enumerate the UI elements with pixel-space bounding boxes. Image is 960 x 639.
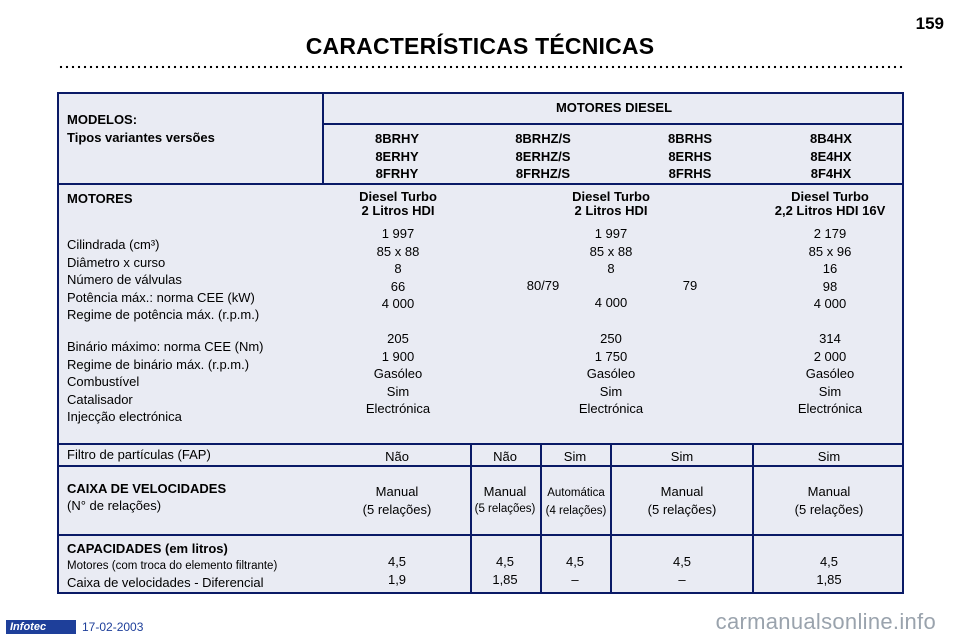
footer-date: 17-02-2003 xyxy=(82,620,144,634)
motor-col3-values-b: 314 2 000 Gasóleo Sim Electrónica xyxy=(797,331,863,416)
motor-col2-power-right: 79 xyxy=(682,278,698,293)
motor-col3-values-a: 2 179 85 x 96 16 98 4 000 xyxy=(808,226,852,311)
variants-label: Tipos variantes versões xyxy=(67,130,215,145)
engines-group-header: MOTORES DIESEL xyxy=(555,100,673,115)
fap-divider-3 xyxy=(610,443,612,594)
page-number: 159 xyxy=(915,14,944,33)
motor-col1-values-a: 1 997 85 x 88 8 66 4 000 xyxy=(376,226,420,311)
variant-col-2: 8BRHZ/S 8ERHZ/S 8FRHZ/S xyxy=(515,131,571,181)
capacities-value-5: 4,5 1,85 xyxy=(816,554,842,587)
fap-bottom-line xyxy=(59,465,904,467)
engine-type-3: Diesel Turbo 2,2 Litros HDI 16V xyxy=(774,189,886,218)
capacities-value-4: 4,5 – xyxy=(672,554,692,587)
header-group-line xyxy=(322,123,904,125)
fap-label: Filtro de partículas (FAP) xyxy=(67,447,211,462)
fap-divider-4 xyxy=(752,443,754,594)
capacities-value-2: 4,5 1,85 xyxy=(492,554,518,587)
fap-value-1: Não xyxy=(385,449,409,464)
header-bottom-line xyxy=(59,183,904,185)
fap-divider-2 xyxy=(540,443,542,594)
capacities-motor-label: Motores (com troca do elemento filtrante) xyxy=(67,560,278,572)
variant-col-1: 8BRHY 8ERHY 8FRHY xyxy=(374,131,420,181)
motor-row-labels-2: Binário máximo: norma CEE (Nm) Regime de binário máx. (r.p.m.) Combustível Catalisador Injecção electrónica xyxy=(67,339,264,424)
capacities-gearbox-label: Caixa de velocidades - Diferencial xyxy=(67,575,264,590)
models-label: MODELOS: xyxy=(67,112,138,127)
motor-col2-regime: 4 000 xyxy=(594,295,628,310)
gearbox-sublabel: (N° de relações) xyxy=(67,498,162,513)
variant-col-4: 8B4HX 8E4HX 8F4HX xyxy=(810,131,852,181)
watermark: carmanualsonline.info xyxy=(715,609,936,634)
fap-top-line xyxy=(59,443,904,445)
page-title: CARACTERÍSTICAS TÉCNICAS xyxy=(305,33,655,59)
variant-col-3: 8BRHS 8ERHS 8FRHS xyxy=(667,131,713,181)
capacities-value-3: 4,5 – xyxy=(565,554,585,587)
gearbox-value-5: Manual (5 relações) xyxy=(794,484,864,517)
fap-value-5: Sim xyxy=(817,449,841,464)
motor-col2-values-a: 1 997 85 x 88 8 xyxy=(589,226,633,276)
motor-col1-values-b: 205 1 900 Gasóleo Sim Electrónica xyxy=(365,331,431,416)
fap-value-3: Sim xyxy=(563,449,587,464)
gearbox-value-4: Manual (5 relações) xyxy=(647,484,717,517)
capacities-value-1: 4,5 1,9 xyxy=(387,554,407,587)
motor-col2-power-left: 80/79 xyxy=(526,278,560,293)
spec-table xyxy=(57,92,904,594)
gearbox-value-1: Manual (5 relações) xyxy=(362,484,432,517)
fap-divider-1 xyxy=(470,443,472,594)
motor-row-labels-1: Cilindrada (cm³) Diâmetro x curso Número de válvulas Potência máx.: norma CEE (kW) Regime de potência máx. (r.p.m.) xyxy=(67,237,260,322)
capacities-label: CAPACIDADES (em litros) xyxy=(67,541,228,556)
gearbox-value-3: Automática (4 relações) xyxy=(545,487,607,517)
fap-value-2: Não xyxy=(493,449,517,464)
motors-label: MOTORES xyxy=(67,191,133,206)
engine-type-1: Diesel Turbo 2 Litros HDI xyxy=(359,189,437,218)
gearbox-value-2: Manual (5 relações) xyxy=(474,484,536,515)
header-col-divider xyxy=(322,94,324,184)
gearbox-bottom-line xyxy=(59,534,904,536)
infotec-logo: Infotec xyxy=(6,620,76,634)
gearbox-label: CAIXA DE VELOCIDADES xyxy=(67,481,227,496)
dotted-divider xyxy=(58,65,904,69)
engine-type-2: Diesel Turbo 2 Litros HDI xyxy=(572,189,650,218)
motor-col2-values-b: 250 1 750 Gasóleo Sim Electrónica xyxy=(578,331,644,416)
fap-value-4: Sim xyxy=(670,449,694,464)
